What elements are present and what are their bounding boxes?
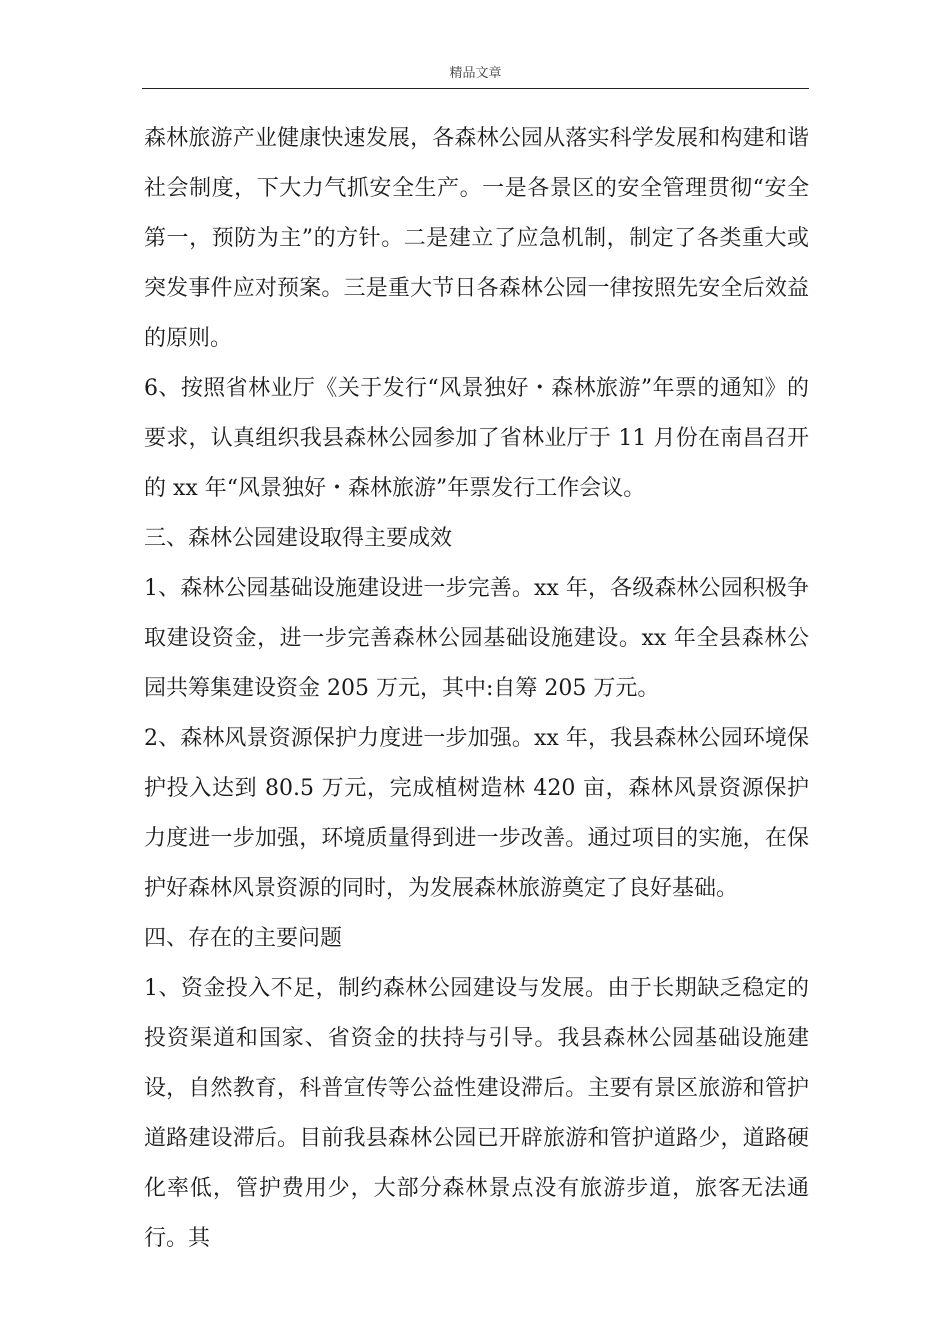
paragraph-annual-ticket: 6、按照省林业厅《关于发行“风景独好・森林旅游”年票的通知》的要求，认真组织我县森林公园参加了省林业厅于 11 月份在南昌召开的 xx 年“风景独好・森林旅游”年票发行工作会议。	[144, 376, 809, 501]
paragraph-safety: 森林旅游产业健康快速发展，各森林公园从落实科学发展和构建和谐社会制度，下大力气抓安全生产。一是各景区的安全管理贯彻“安全第一，预防为主”的方针。二是建立了应急机制，制定了各类重大或突发事件应对预案。三是重大节日各森林公园一律按照先安全后效益的原则。	[144, 126, 809, 351]
paragraph-resource-protection: 2、森林风景资源保护力度进一步加强。xx 年，我县森林公园环境保护投入达到 80.5 万元，完成植树造林 420 亩，森林风景资源保护力度进一步加强，环境质量得到进一步改善。通过项目的实施，在保护好森林风景资源的同时，为发展森林旅游奠定了良好基础。	[144, 726, 809, 901]
paragraph-funding-shortage: 1、资金投入不足，制约森林公园建设与发展。由于长期缺乏稳定的投资渠道和国家、省资金的扶持与引导。我县森林公园基础设施建设，自然教育，科普宣传等公益性建设滞后。主要有景区旅游和管护道路建设滞后。目前我县森林公园已开辟旅游和管护道路少，道路硬化率低，管护费用少，大部分森林景点没有旅游步道，旅客无法通行。其	[144, 976, 809, 1251]
page-header: 精品文章	[142, 62, 809, 89]
document-body	[144, 114, 809, 1264]
paragraph-infrastructure: 1、森林公园基础设施建设进一步完善。xx 年，各级森林公园积极争取建设资金，进一步完善森林公园基础设施建设。xx 年全县森林公园共筹集建设资金 205 万元，其中:自筹 205 万元。	[144, 576, 809, 701]
section-heading-achievements: 三、森林公园建设取得主要成效	[144, 526, 453, 551]
section-heading-problems: 四、存在的主要问题	[144, 926, 343, 951]
